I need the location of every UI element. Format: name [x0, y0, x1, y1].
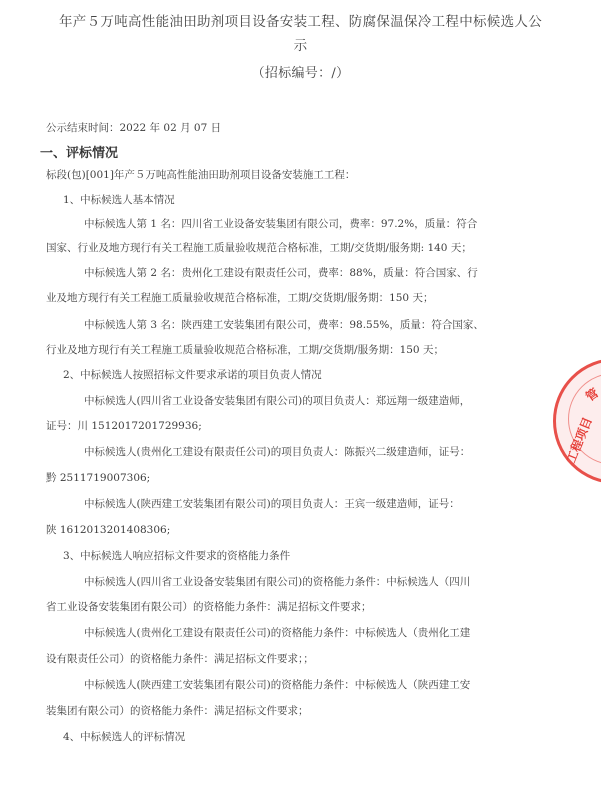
- manager-2-line2: 黔 2511719007306;: [46, 472, 151, 484]
- candidate-2-line2: 业及地方现行有关工程施工质量验收规范合格标准，工期/交货期/服务期：150 天；: [46, 292, 434, 304]
- candidate-1-line1: 中标候选人第 1 名：四川省工业设备安装集团有限公司，费率：97.2%，质量：符合: [84, 218, 478, 230]
- section-heading-evaluation: 一、评标情况: [40, 146, 119, 161]
- qualification-2-line2: 设有限责任公司）的资格能力条件：满足招标文件要求；；: [46, 653, 314, 665]
- document-title-line1: 年产５万吨高性能油田助剂项目设备安装工程、防腐保温保冷工程中标候选人公: [59, 14, 542, 30]
- manager-3-line2: 陕 1612013201408306;: [46, 524, 171, 536]
- qualification-1-line2: 省工业设备安装集团有限公司）的资格能力条件：满足招标文件要求；: [46, 601, 372, 613]
- subsection-heading-qualification: 3、中标候选人响应招标文件要求的资格能力条件: [63, 550, 291, 562]
- manager-3-line1: 中标候选人(陕西建工安装集团有限公司)的项目负责人：王宾一级建造师，证号：: [84, 498, 460, 510]
- subsection-heading-project-manager: 2、中标候选人按照招标文件要求承诺的项目负责人情况: [63, 369, 322, 381]
- candidate-3-line1: 中标候选人第 3 名：陕西建工安装集团有限公司，费率：98.55%，质量：符合国家、: [84, 319, 484, 331]
- manager-1-line1: 中标候选人(四川省工业设备安装集团有限公司)的项目负责人：郑远翔一级建造师，: [84, 395, 471, 407]
- candidate-1-line2: 国家、行业及地方现行有关工程施工质量验收规范合格标准，工期/交货期/服务期: 140 天；: [46, 242, 472, 254]
- seal-text-b: 管: [583, 385, 601, 405]
- manager-2-line1: 中标候选人(贵州化工建设有限责任公司)的项目负责人：陈振兴二级建造师，证号：: [84, 446, 471, 458]
- bid-number: （招标编号：/）: [251, 66, 350, 81]
- qualification-3-line1: 中标候选人(陕西建工安装集团有限公司)的资格能力条件：中标候选人（陕西建工安: [84, 679, 471, 691]
- subsection-heading-basic-info: 1、中标候选人基本情况: [63, 194, 175, 206]
- qualification-1-line1: 中标候选人(四川省工业设备安装集团有限公司)的资格能力条件：中标候选人（四川: [84, 576, 471, 588]
- qualification-3-line2: 装集团有限公司）的资格能力条件：满足招标文件要求；: [46, 705, 309, 717]
- seal-text-a: 工程项目: [563, 415, 595, 465]
- company-seal-stamp: [553, 358, 601, 484]
- qualification-2-line1: 中标候选人(贵州化工建设有限责任公司)的资格能力条件：中标候选人（贵州化工建: [84, 627, 471, 639]
- subsection-heading-evaluation-status: 4、中标候选人的评标情况: [63, 731, 186, 743]
- lot-description: 标段(包)[001]年产５万吨高性能油田助剂项目设备安装施工工程：: [46, 169, 356, 181]
- announcement-end-date: 公示结束时间：2022 年 02 月 07 日: [46, 122, 222, 134]
- manager-1-line2: 证号：川 1512017201729936;: [46, 420, 202, 432]
- candidate-2-line1: 中标候选人第 2 名：贵州化工建设有限责任公司，费率：88%，质量：符合国家、行: [84, 267, 478, 279]
- document-title-line2: 示: [293, 38, 308, 54]
- candidate-3-line2: 行业及地方现行有关工程施工质量验收规范合格标准，工期/交货期/服务期：150 天；: [46, 344, 444, 356]
